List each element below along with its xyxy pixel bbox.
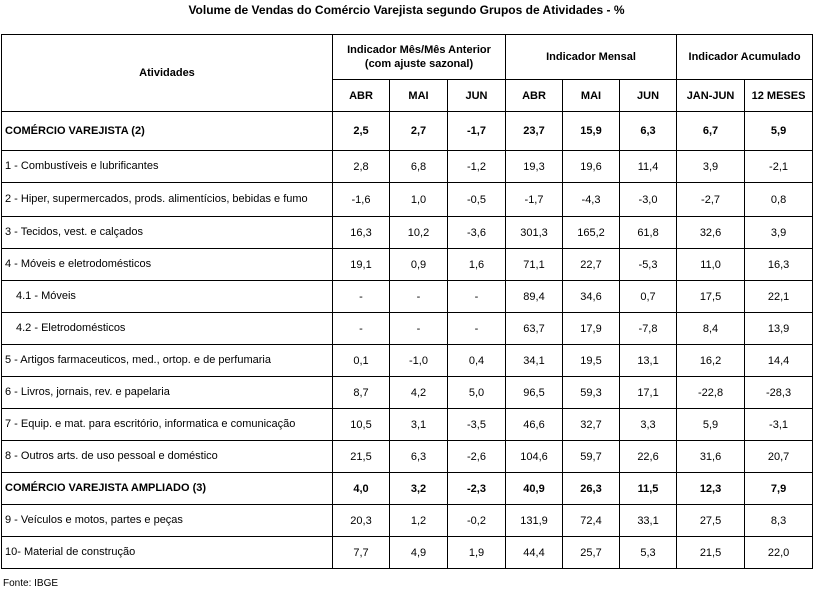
row-value: 16,3: [333, 217, 390, 249]
row-value: -3,5: [448, 409, 506, 441]
row-value: 33,1: [620, 505, 677, 537]
row-value: 22,0: [745, 537, 813, 569]
subheader-jun: JUN: [448, 80, 506, 112]
row-value: -28,3: [745, 377, 813, 409]
row-value: 131,9: [506, 505, 563, 537]
row-label: 5 - Artigos farmaceuticos, med., ortop. e de perfumaria: [2, 345, 333, 377]
row-value: 6,7: [677, 112, 745, 151]
subheader-jun: JUN: [620, 80, 677, 112]
row-value: 7,9: [745, 473, 813, 505]
row-value: 2,8: [333, 151, 390, 183]
header-atividades: Atividades: [2, 35, 333, 112]
row-value: 16,3: [745, 249, 813, 281]
row-value: 15,9: [563, 112, 620, 151]
row-value: 71,1: [506, 249, 563, 281]
row-value: -1,2: [448, 151, 506, 183]
header-group-indicador-mensal: Indicador Mensal: [506, 35, 677, 80]
row-value: 104,6: [506, 441, 563, 473]
row-value: 13,1: [620, 345, 677, 377]
table-row: [2, 537, 813, 569]
row-value: -: [390, 281, 448, 313]
row-value: -0,5: [448, 183, 506, 217]
table-row: [2, 217, 813, 249]
row-value: -3,1: [745, 409, 813, 441]
row-value: -0,2: [448, 505, 506, 537]
row-value: 17,5: [677, 281, 745, 313]
row-value: 10,5: [333, 409, 390, 441]
row-value: 8,3: [745, 505, 813, 537]
subheader-12-meses: 12 MESES: [745, 80, 813, 112]
row-value: -: [448, 281, 506, 313]
table-title: Volume de Vendas do Comércio Varejista segundo Grupos de Atividades - %: [188, 3, 625, 17]
row-value: 0,9: [390, 249, 448, 281]
row-value: 21,5: [677, 537, 745, 569]
row-value: 96,5: [506, 377, 563, 409]
row-value: 6,3: [390, 441, 448, 473]
row-value: 2,5: [333, 112, 390, 151]
table-row: [2, 409, 813, 441]
table-row: [2, 505, 813, 537]
row-value: -5,3: [620, 249, 677, 281]
row-value: 11,5: [620, 473, 677, 505]
row-label: 3 - Tecidos, vest. e calçados: [2, 217, 333, 249]
row-value: 72,4: [563, 505, 620, 537]
row-value: -: [333, 281, 390, 313]
row-value: -3,0: [620, 183, 677, 217]
row-value: 1,0: [390, 183, 448, 217]
row-value: 301,3: [506, 217, 563, 249]
row-label: 4.2 - Eletrodomésticos: [2, 313, 333, 345]
row-value: 10,2: [390, 217, 448, 249]
row-value: 6,3: [620, 112, 677, 151]
row-label: 6 - Livros, jornais, rev. e papelaria: [2, 377, 333, 409]
row-value: 3,1: [390, 409, 448, 441]
row-value: 16,2: [677, 345, 745, 377]
row-value: 11,0: [677, 249, 745, 281]
row-value: 0,7: [620, 281, 677, 313]
row-label: 7 - Equip. e mat. para escritório, informatica e comunicação: [2, 409, 333, 441]
row-value: -2,6: [448, 441, 506, 473]
table-row: [2, 473, 813, 505]
row-value: 20,7: [745, 441, 813, 473]
row-value: 4,2: [390, 377, 448, 409]
row-value: 19,6: [563, 151, 620, 183]
row-value: 26,3: [563, 473, 620, 505]
row-value: 3,9: [677, 151, 745, 183]
row-value: 3,3: [620, 409, 677, 441]
row-value: 5,9: [745, 112, 813, 151]
row-value: 32,6: [677, 217, 745, 249]
row-value: 19,5: [563, 345, 620, 377]
row-value: -1,6: [333, 183, 390, 217]
row-value: 59,3: [563, 377, 620, 409]
row-value: 165,2: [563, 217, 620, 249]
subheader-jan-jun: JAN-JUN: [677, 80, 745, 112]
row-value: -22,8: [677, 377, 745, 409]
row-value: 20,3: [333, 505, 390, 537]
table-row: [2, 313, 813, 345]
subheader-abr: ABR: [333, 80, 390, 112]
row-value: 2,7: [390, 112, 448, 151]
subheader-mai: MAI: [563, 80, 620, 112]
row-value: 63,7: [506, 313, 563, 345]
row-label: COMÉRCIO VAREJISTA (2): [2, 112, 333, 151]
row-value: 17,9: [563, 313, 620, 345]
row-value: -2,1: [745, 151, 813, 183]
row-value: 12,3: [677, 473, 745, 505]
row-value: 21,5: [333, 441, 390, 473]
row-value: 40,9: [506, 473, 563, 505]
sales-table: [1, 34, 813, 569]
table-row: [2, 183, 813, 217]
subheader-mai: MAI: [390, 80, 448, 112]
header-group-indicador-acumulado: Indicador Acumulado: [677, 35, 813, 80]
row-value: 11,4: [620, 151, 677, 183]
row-value: 1,2: [390, 505, 448, 537]
row-value: 22,6: [620, 441, 677, 473]
row-value: -4,3: [563, 183, 620, 217]
row-value: 3,9: [745, 217, 813, 249]
row-value: -: [448, 313, 506, 345]
row-label: 2 - Hiper, supermercados, prods. alimentícios, bebidas e fumo: [2, 183, 333, 217]
table-row: [2, 345, 813, 377]
row-label: 9 - Veículos e motos, partes e peças: [2, 505, 333, 537]
table-row: [2, 377, 813, 409]
row-value: 0,8: [745, 183, 813, 217]
row-value: -3,6: [448, 217, 506, 249]
row-value: 19,3: [506, 151, 563, 183]
row-value: 4,0: [333, 473, 390, 505]
table-row: [2, 441, 813, 473]
row-value: 34,1: [506, 345, 563, 377]
row-value: 25,7: [563, 537, 620, 569]
row-value: 14,4: [745, 345, 813, 377]
row-value: 1,6: [448, 249, 506, 281]
row-value: 5,9: [677, 409, 745, 441]
table-row: [2, 249, 813, 281]
table-row: [2, 151, 813, 183]
row-value: 61,8: [620, 217, 677, 249]
row-value: -1,7: [506, 183, 563, 217]
row-value: 22,1: [745, 281, 813, 313]
row-value: 27,5: [677, 505, 745, 537]
row-value: 6,8: [390, 151, 448, 183]
row-value: -1,7: [448, 112, 506, 151]
row-value: 7,7: [333, 537, 390, 569]
row-value: 17,1: [620, 377, 677, 409]
row-value: 8,7: [333, 377, 390, 409]
row-value: 44,4: [506, 537, 563, 569]
header-group-mes-mes-anterior: Indicador Mês/Mês Anterior (com ajuste sazonal): [333, 35, 506, 80]
row-value: -2,3: [448, 473, 506, 505]
row-label: 4 - Móveis e eletrodomésticos: [2, 249, 333, 281]
row-value: -: [390, 313, 448, 345]
row-value: -2,7: [677, 183, 745, 217]
row-value: 31,6: [677, 441, 745, 473]
row-value: 89,4: [506, 281, 563, 313]
row-label: 4.1 - Móveis: [2, 281, 333, 313]
row-value: -7,8: [620, 313, 677, 345]
row-value: 13,9: [745, 313, 813, 345]
source-note: Fonte: IBGE: [3, 578, 59, 589]
row-value: 59,7: [563, 441, 620, 473]
row-value: 0,4: [448, 345, 506, 377]
row-value: 22,7: [563, 249, 620, 281]
row-label: 1 - Combustíveis e lubrificantes: [2, 151, 333, 183]
row-label: 8 - Outros arts. de uso pessoal e doméstico: [2, 441, 333, 473]
subheader-abr: ABR: [506, 80, 563, 112]
row-value: 4,9: [390, 537, 448, 569]
row-value: 5,0: [448, 377, 506, 409]
row-value: 0,1: [333, 345, 390, 377]
row-value: 46,6: [506, 409, 563, 441]
row-value: 19,1: [333, 249, 390, 281]
row-value: 3,2: [390, 473, 448, 505]
row-value: 32,7: [563, 409, 620, 441]
row-value: -: [333, 313, 390, 345]
row-value: 34,6: [563, 281, 620, 313]
row-value: 1,9: [448, 537, 506, 569]
row-value: 23,7: [506, 112, 563, 151]
row-value: 5,3: [620, 537, 677, 569]
table-row: [2, 112, 813, 151]
row-value: 8,4: [677, 313, 745, 345]
table-row: [2, 281, 813, 313]
row-label: COMÉRCIO VAREJISTA AMPLIADO (3): [2, 473, 333, 505]
row-label: 10- Material de construção: [2, 537, 333, 569]
row-value: -1,0: [390, 345, 448, 377]
